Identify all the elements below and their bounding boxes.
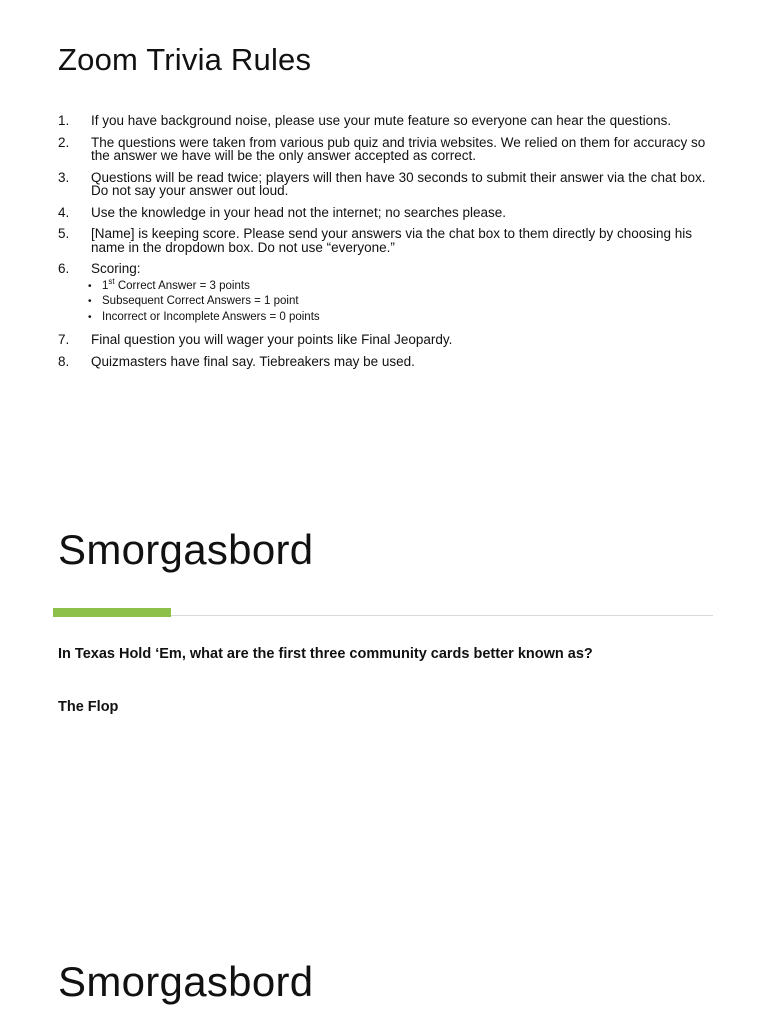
rule-text: If you have background noise, please use your mute feature so everyone can hear the questions. — [91, 113, 672, 128]
rule-item — [58, 136, 718, 163]
rule-text: Scoring: — [91, 261, 141, 276]
scoring-first-number: 1 — [102, 279, 109, 292]
slide-title: Smorgasbord — [58, 526, 314, 573]
scoring-item-incorrect — [88, 310, 718, 326]
bullet-icon: • — [88, 311, 92, 323]
rule-number: 3. — [58, 169, 70, 185]
rule-number: 7. — [58, 332, 70, 347]
rule-item — [58, 333, 718, 347]
rule-item — [58, 227, 718, 254]
rules-list — [58, 114, 718, 376]
scoring-item-first — [88, 276, 718, 295]
bullet-icon: • — [88, 280, 92, 292]
question-text: In Texas Hold ‘Em, what are the first three community cards better known as? — [58, 646, 593, 662]
rule-item — [58, 355, 718, 369]
rule-item-scoring — [58, 262, 718, 325]
rule-text: Questions will be read twice; players will then have 30 seconds to submit their answer via the chat box. Do not say your answer out loud. — [91, 169, 706, 198]
rule-item — [58, 171, 718, 198]
smorgasbord-slide — [0, 440, 768, 910]
scoring-subsequent-text: Subsequent Correct Answers = 1 point — [102, 295, 299, 307]
rules-slide — [0, 0, 768, 440]
scoring-incorrect-text: Incorrect or Incomplete Answers = 0 points — [102, 310, 320, 323]
rule-text: Quizmasters have final say. Tiebreakers may be used. — [91, 353, 415, 369]
rule-text: Use the knowledge in your head not the internet; no searches please. — [91, 204, 507, 220]
slide-title: Smorgasbord — [58, 958, 314, 1005]
rule-item — [58, 206, 718, 220]
scoring-first-text: Correct Answer = 3 points — [114, 279, 250, 292]
scoring-first-suffix: st — [108, 276, 115, 286]
next-slide — [0, 910, 768, 1024]
rule-item — [58, 114, 718, 128]
rule-number: 8. — [58, 353, 70, 369]
divider-line — [171, 615, 713, 616]
rule-number: 5. — [58, 226, 70, 241]
rule-text: Final question you will wager your points like Final Jeopardy. — [91, 332, 453, 347]
answer-text: The Flop — [58, 699, 119, 715]
accent-bar — [53, 608, 171, 617]
rule-number: 1. — [58, 113, 70, 128]
rule-number: 4. — [58, 204, 70, 220]
scoring-list — [88, 276, 718, 326]
rule-number: 6. — [58, 261, 70, 276]
rule-text: The questions were taken from various pub quiz and trivia websites. We relied on them for accuracy so the answer we have will be the only answer accepted as correct. — [91, 134, 706, 163]
rule-number: 2. — [58, 134, 70, 150]
scoring-item-subsequent — [88, 294, 718, 310]
bullet-icon: • — [88, 296, 92, 307]
rules-title: Zoom Trivia Rules — [58, 42, 312, 77]
rule-text: [Name] is keeping score. Please send your answers via the chat box to them directly by choosing his name in the dropdown box. Do not use “everyone.” — [91, 226, 693, 255]
